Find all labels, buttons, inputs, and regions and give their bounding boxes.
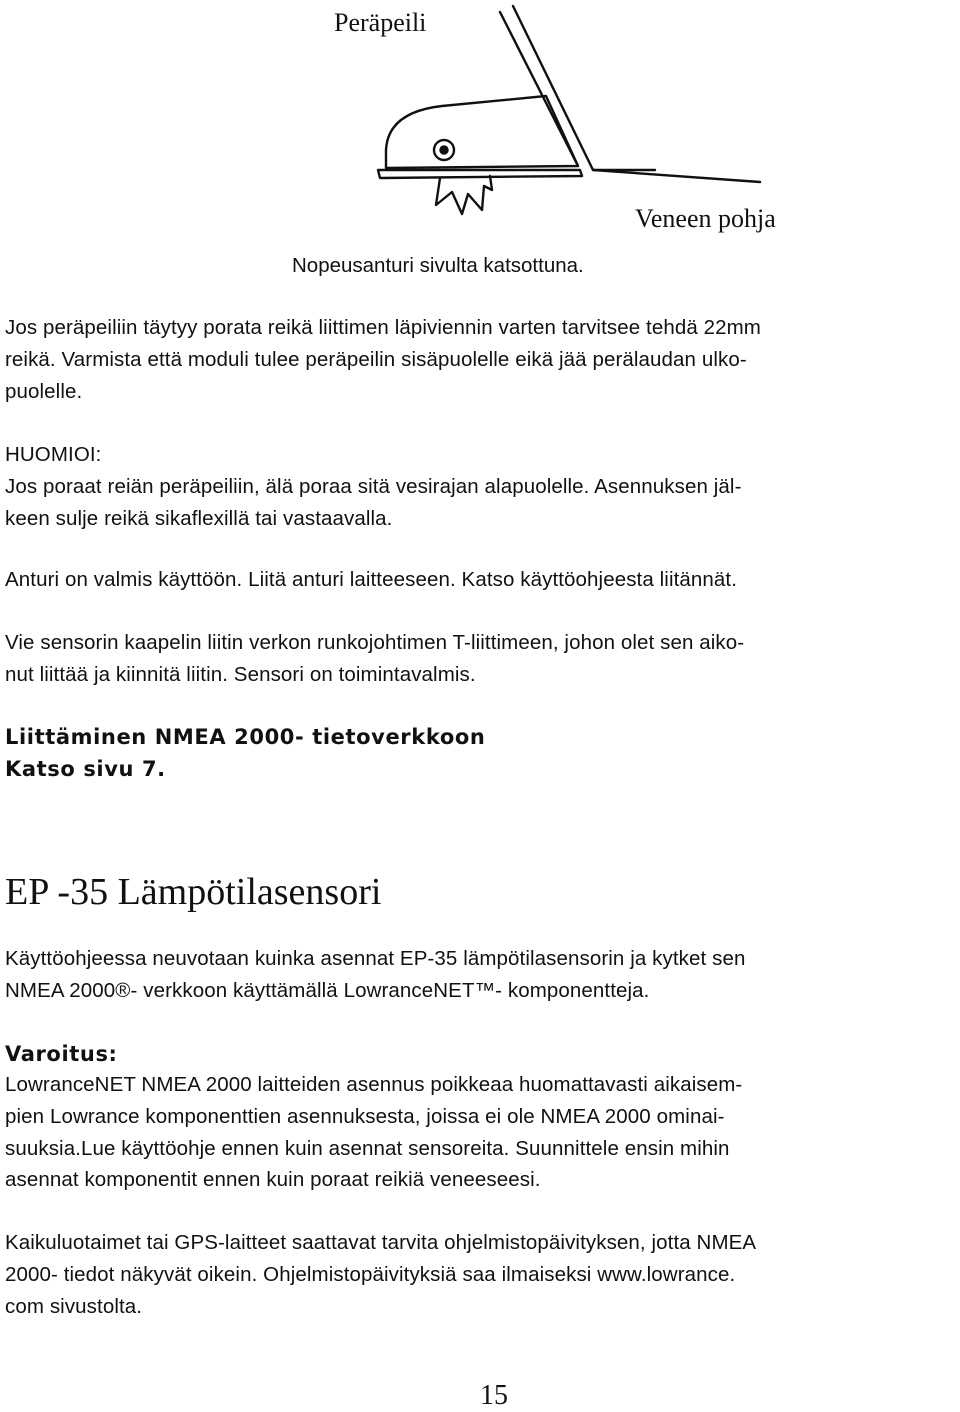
warning-label: Varoitus:	[5, 1042, 118, 1066]
paragraph-line: reikä. Varmista että moduli tulee peräpeilin sisäpuolelle eikä jää perälaudan ulko-	[5, 348, 747, 371]
paragraph-line: Käyttöohjeessa neuvotaan kuinka asennat EP-35 lämpötilasensorin ja kytket sen	[5, 947, 746, 970]
note-label: HUOMIOI:	[5, 443, 102, 466]
section-heading-subline: Katso sivu 7.	[5, 757, 166, 781]
paragraph-line: Jos poraat reiän peräpeiliin, älä poraa sitä vesirajan alapuolelle. Asennuksen jäl-	[5, 475, 742, 498]
paragraph-line: LowranceNET NMEA 2000 laitteiden asennus poikkeaa huomattavasti aikaisem-	[5, 1073, 743, 1096]
sensor-bottom-plate	[378, 170, 582, 178]
paragraph-line: 2000- tiedot näkyvät oikein. Ohjelmistopäivityksiä saa ilmaiseksi www.lowrance.	[5, 1263, 736, 1286]
paragraph-line: keen sulje reikä sikaflexillä tai vastaavalla.	[5, 507, 393, 530]
paragraph-line: nut liittää ja kiinnitä liitin. Sensori on toimintavalmis.	[5, 663, 476, 686]
paragraph-line: suuksia.Lue käyttöohje ennen kuin asennat sensoreita. Suunnittele ensin mihin	[5, 1137, 730, 1160]
paragraph-line: pien Lowrance komponenttien asennuksesta, joissa ei ole NMEA 2000 ominai-	[5, 1105, 725, 1128]
diagram-label-transom: Peräpeili	[334, 8, 427, 37]
page-number: 15	[480, 1380, 508, 1411]
paragraph-line: puolelle.	[5, 380, 83, 403]
paragraph-line: NMEA 2000®- verkkoon käyttämällä LowranceNET™- komponentteja.	[5, 979, 650, 1002]
section-title: EP -35 Lämpötilasensori	[5, 871, 382, 913]
hull-bottom-line	[593, 170, 760, 182]
diagram-caption: Nopeusanturi sivulta katsottuna.	[292, 254, 584, 277]
paragraph-line: Jos peräpeiliin täytyy porata reikä liittimen läpiviennin varten tarvitsee tehdä 22mm	[5, 316, 761, 339]
diagram-label-hull-bottom: Veneen pohja	[635, 204, 776, 233]
transom-outer-line	[513, 6, 655, 170]
paragraph-line: Vie sensorin kaapelin liitin verkon runkojohtimen T-liittimeen, johon olet sen aiko-	[5, 631, 745, 654]
paddle-wheel	[436, 176, 492, 214]
section-heading: Liittäminen NMEA 2000- tietoverkkoon	[5, 725, 486, 749]
paragraph-line: Kaikuluotaimet tai GPS-laitteet saattavat tarvita ohjelmistopäivityksen, jotta NMEA	[5, 1231, 757, 1254]
paragraph-line: com sivustolta.	[5, 1295, 143, 1318]
paragraph-line: Anturi on valmis käyttöön. Liitä anturi laitteeseen. Katso käyttöohjeesta liitännät.	[5, 568, 738, 591]
paragraph-line: asennat komponentit ennen kuin poraat reikiä veneeseesi.	[5, 1168, 541, 1191]
mount-hole-inner	[441, 147, 448, 154]
